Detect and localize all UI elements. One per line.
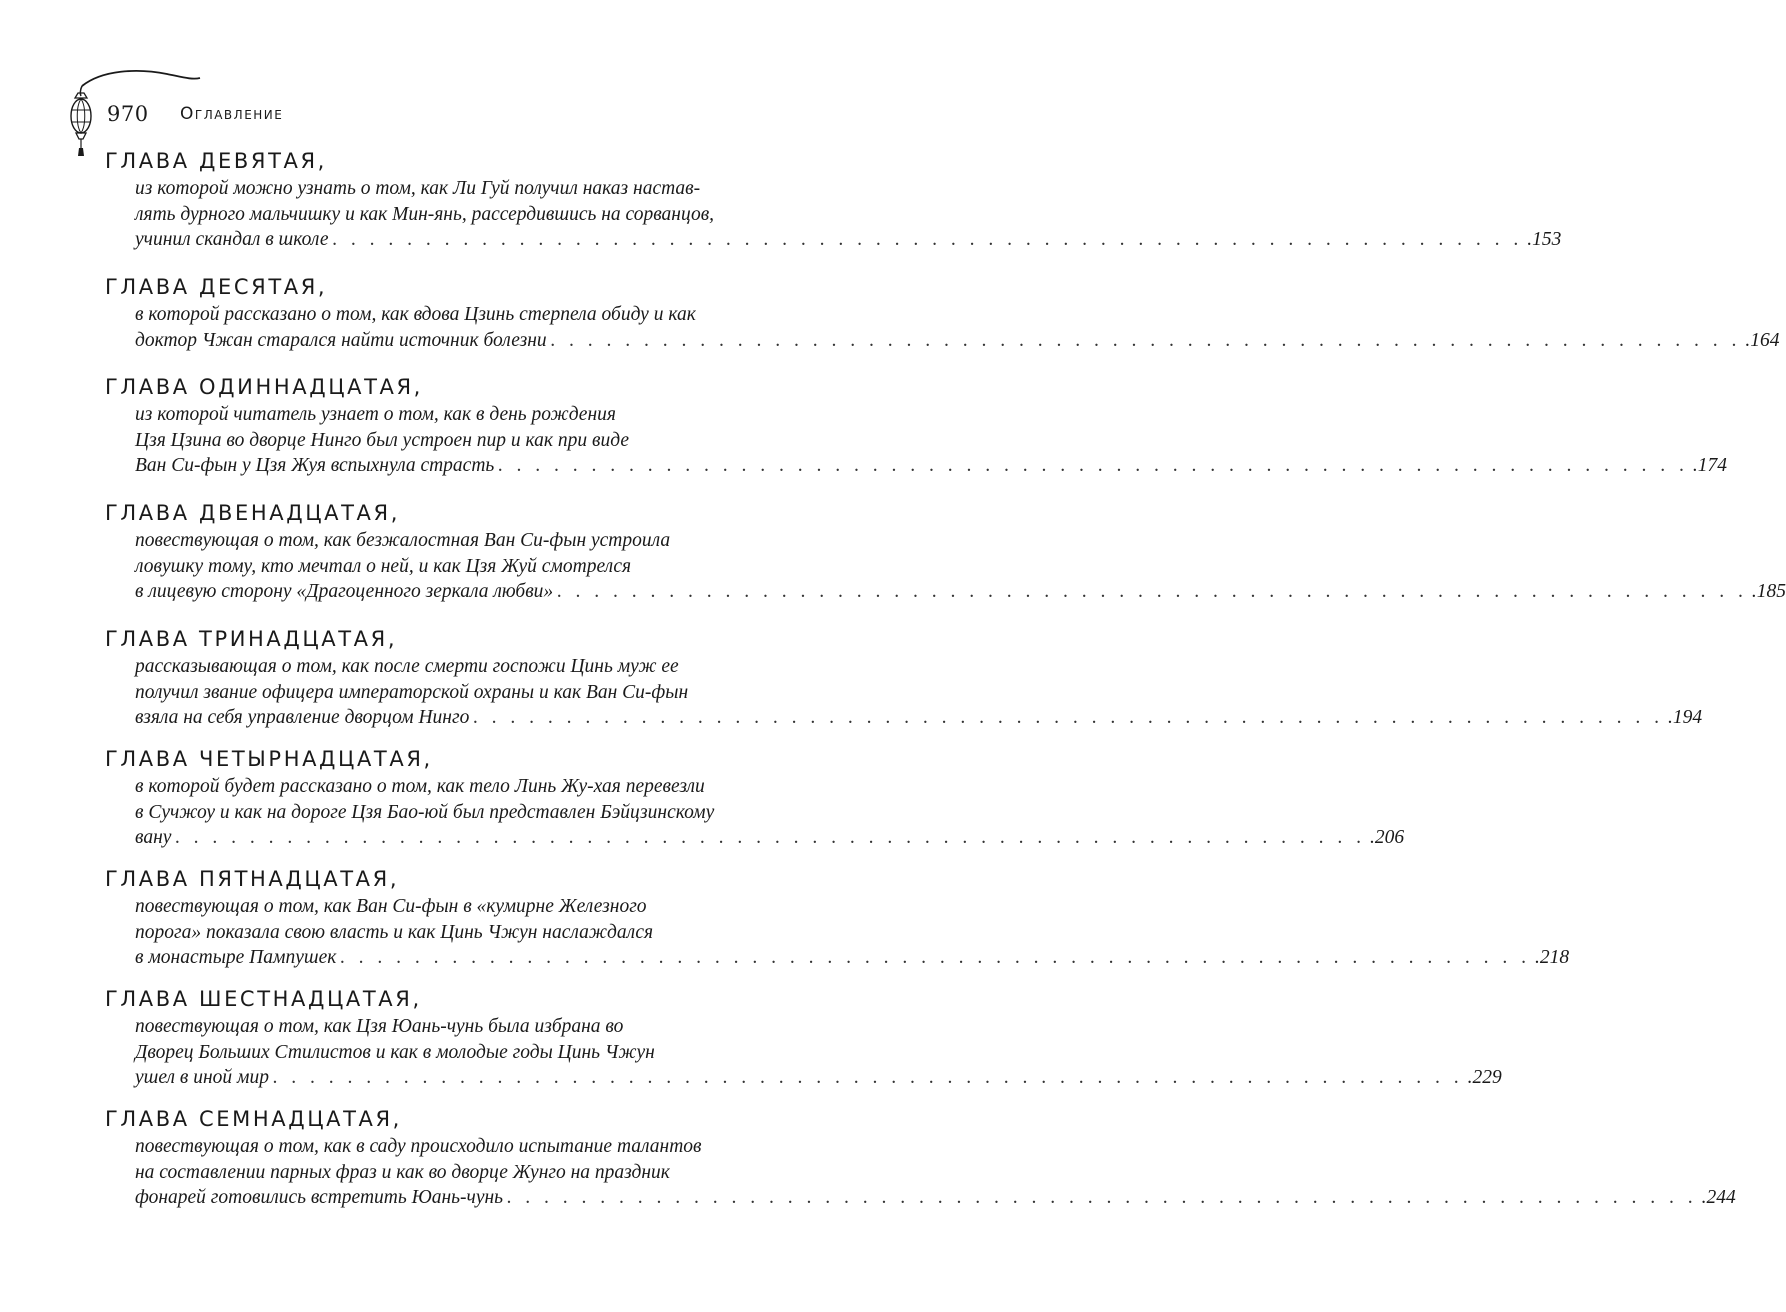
chapter-title: ГЛАВА СЕМНАДЦАТАЯ, (105, 1107, 402, 1131)
dot-leader: . . . . . . . . . . . . . . . . . . . . . . . . . . . . . . . . . . . . . . . . . . . . . . . . . . . . . . . . . . . . . . . . (498, 455, 1689, 476)
description-line: в которой будет рассказано о том, как тело Линь Жу-хая перевезли (135, 776, 705, 797)
toc-leader-line[interactable] (135, 579, 1786, 605)
description-line: на составлении парных фраз и как во дворце Жунго на праздник (135, 1161, 670, 1183)
description-line: в которой рассказано о том, как вдова Цзинь стерпела обиду и как (135, 304, 696, 325)
description-line: в лицевую сторону «Драгоценного зеркала любви» (135, 581, 554, 602)
description-line: повествующая о том, как безжалостная Ван Си-фын устроила (135, 530, 671, 551)
toc-leader-line[interactable] (135, 705, 1703, 731)
page-reference: .174 (1692, 455, 1728, 476)
page-reference: .206 (1370, 827, 1405, 848)
chapter-title: ГЛАВА ШЕСТНАДЦАТАЯ, (105, 987, 422, 1011)
page-number: 970 (107, 102, 149, 126)
dot-leader: . . . . . . . . . . . . . . . . . . . . . . . . . . . . . . . . . . . . . . . . . . . . . . . . . . . . . . . . . . . . . . . . (550, 329, 1742, 351)
toc-leader-line[interactable] (135, 1185, 1736, 1211)
description-line: порога» показала свою власть и как Цинь Чжун наслаждался (135, 921, 654, 943)
running-title: Оглавление (180, 104, 284, 124)
description-line: учинил скандал в школе (135, 229, 329, 250)
description-line: Ван Си-фын у Цзя Жуя вспыхнула страсть (135, 455, 495, 476)
description-line: Цзя Цзина во дворце Нинго был устроен пир и как при виде (135, 429, 629, 451)
description-line: получил звание офицера императорской охраны и как Ван Си-фын (135, 681, 689, 703)
description-line: повествующая о том, как Ван Си-фын в «кумирне Железного (135, 896, 647, 917)
page-reference: .153 (1527, 229, 1562, 250)
description-line: в монастыре Пампушек (135, 947, 337, 968)
description-line: лять дурного мальчишку и как Мин-янь, рассердившись на сорванцов, (135, 203, 715, 225)
toc-entry-chapter-13 (105, 624, 1703, 744)
description-line: рассказывающая о том, как после смерти госпожи Цинь муж ее (135, 656, 679, 677)
page-reference: .229 (1467, 1067, 1502, 1088)
toc-leader-line[interactable] (135, 1065, 1502, 1091)
toc-entry-chapter-17 (105, 1104, 1736, 1224)
chapter-description (105, 654, 1703, 731)
description-line: повествующая о том, как Цзя Юань-чунь была избрана во (135, 1016, 624, 1037)
toc-leader-line[interactable] (135, 453, 1728, 479)
chapter-description (105, 1134, 1736, 1211)
toc-leader-line[interactable] (135, 945, 1570, 971)
dot-leader: . . . . . . . . . . . . . . . . . . . . . . . . . . . . . . . . . . . . . . . . . . . . . . . . . . . . . . . . . . . . . . . . (332, 229, 1524, 250)
toc-entry-chapter-12 (105, 498, 1786, 624)
page-reference: .185 (1751, 581, 1786, 602)
chapter-description (105, 176, 1562, 253)
page-reference: .244 (1701, 1187, 1736, 1208)
description-line: взяла на себя управление дворцом Нинго (135, 707, 470, 728)
description-line: в Сучжоу и как на дороге Цзя Бао-юй был представлен Бэйцзинскому (135, 801, 715, 823)
page-reference: .194 (1667, 707, 1703, 728)
chapter-title: ГЛАВА ПЯТНАДЦАТАЯ, (105, 867, 400, 891)
description-line: ловушку тому, кто мечтал о ней, и как Цзя Жуй смотрелся (135, 555, 632, 577)
chapter-title: ГЛАВА ДВЕНАДЦАТАЯ, (105, 501, 400, 525)
dot-leader: . . . . . . . . . . . . . . . . . . . . . . . . . . . . . . . . . . . . . . . . . . . . . . . . . . . . . . . . . . . . . . . . (557, 581, 1748, 602)
description-line: Дворец Больших Стилистов и как в молодые годы Цинь Чжун (135, 1041, 655, 1063)
toc-leader-line[interactable] (135, 825, 1405, 851)
toc-entry-chapter-15 (105, 864, 1570, 984)
toc-entry-chapter-9 (105, 146, 1562, 272)
description-line: из которой можно узнать о том, как Ли Гуй получил наказ настав- (135, 178, 701, 199)
chapter-title: ГЛАВА ЧЕТЫРНАДЦАТАЯ, (105, 747, 433, 771)
toc-entry-chapter-11 (105, 372, 1728, 498)
toc-entry-chapter-10 (105, 272, 1780, 372)
chapter-title: ГЛАВА ОДИННАДЦАТАЯ, (105, 375, 423, 399)
page-reference: .218 (1535, 947, 1570, 968)
chapter-description (105, 774, 1405, 851)
dot-leader: . . . . . . . . . . . . . . . . . . . . . . . . . . . . . . . . . . . . . . . . . . . . . . . . . . . . . . . . . . . . . . . . (273, 1067, 1464, 1088)
chapter-title: ГЛАВА ТРИНАДЦАТАЯ, (105, 627, 398, 651)
dot-leader: . . . . . . . . . . . . . . . . . . . . . . . . . . . . . . . . . . . . . . . . . . . . . . . . . . . . . . . . . . . . . . . . (473, 707, 1664, 728)
page-reference: .164 (1745, 329, 1780, 351)
description-line: из которой читатель узнает о том, как в день рождения (135, 404, 616, 425)
chapter-title: ГЛАВА ДЕВЯТАЯ, (105, 149, 327, 173)
chapter-description (105, 1014, 1502, 1091)
description-line: фонарей готовились встретить Юань-чунь (135, 1187, 504, 1208)
description-line: ушел в иной мир (135, 1067, 270, 1088)
dot-leader: . . . . . . . . . . . . . . . . . . . . . . . . . . . . . . . . . . . . . . . . . . . . . . . . . . . . . . . . . . . . . . . . (175, 827, 1367, 848)
chapter-description (105, 528, 1786, 605)
chapter-title: ГЛАВА ДЕСЯТАЯ, (105, 275, 328, 299)
description-line: доктор Чжан старался найти источник болезни (135, 329, 547, 351)
chapter-description (105, 894, 1570, 971)
chapter-description (105, 302, 1780, 353)
toc-leader-line[interactable] (135, 227, 1562, 253)
toc-entry-chapter-14 (105, 744, 1405, 864)
description-line: повествующая о том, как в саду происходило испытание талантов (135, 1136, 702, 1157)
table-of-contents (105, 146, 1786, 1224)
toc-leader-line[interactable] (135, 328, 1780, 354)
dot-leader: . . . . . . . . . . . . . . . . . . . . . . . . . . . . . . . . . . . . . . . . . . . . . . . . . . . . . . . . . . . . . . . . (507, 1187, 1698, 1208)
toc-entry-chapter-16 (105, 984, 1502, 1104)
description-line: вану (135, 827, 172, 848)
chapter-description (105, 402, 1728, 479)
dot-leader: . . . . . . . . . . . . . . . . . . . . . . . . . . . . . . . . . . . . . . . . . . . . . . . . . . . . . . . . . . . . . . . . (340, 947, 1531, 968)
